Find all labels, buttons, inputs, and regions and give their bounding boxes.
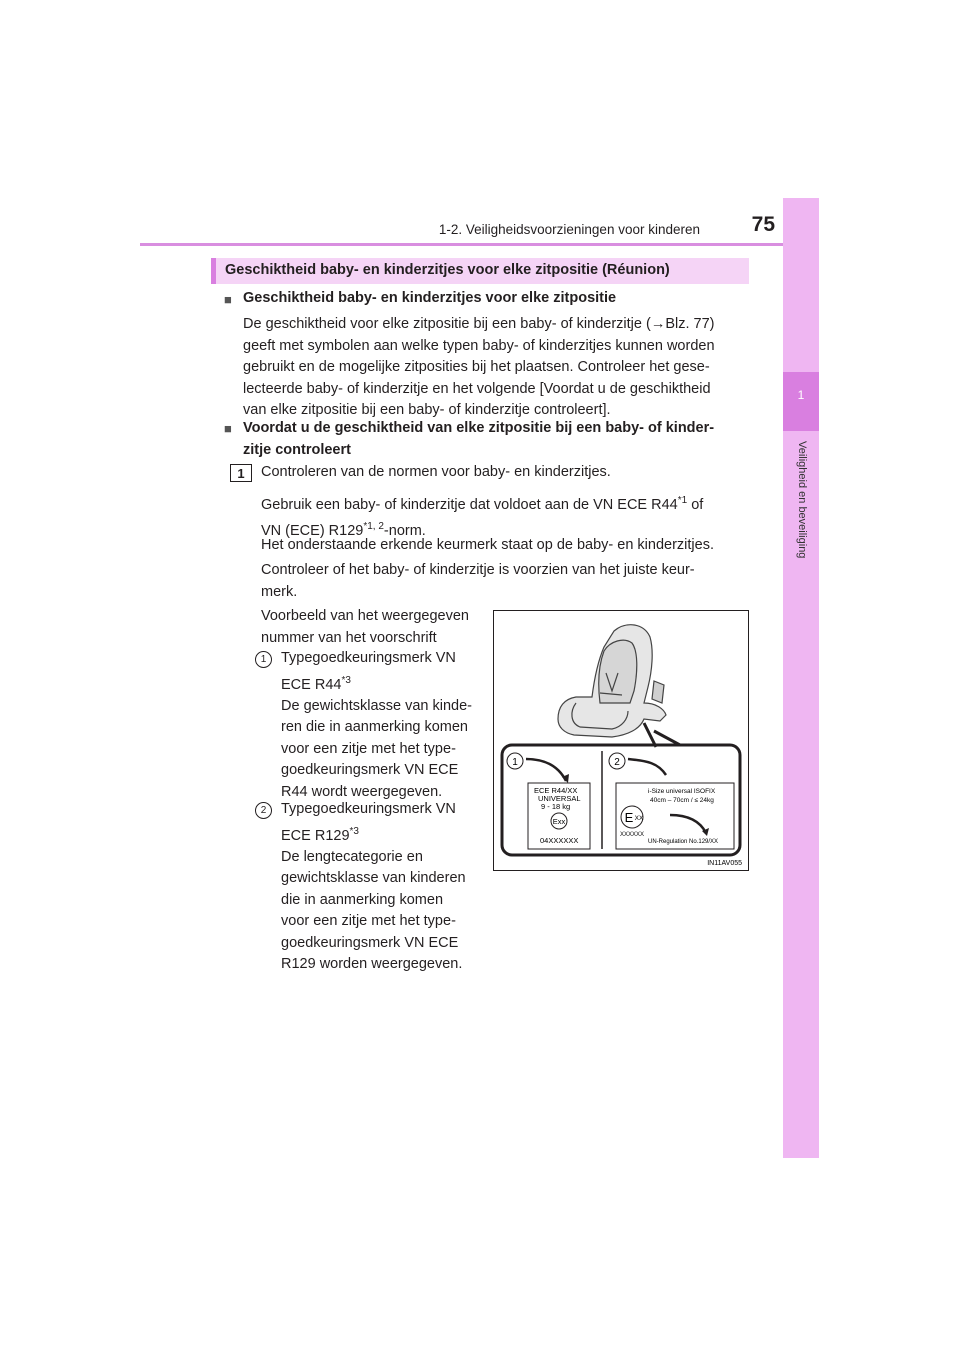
para-line <box>261 490 744 516</box>
example-line: nummer van het voorschrift <box>261 629 437 646</box>
para-text: -norm. <box>383 523 426 540</box>
item-desc-line: goedkeuringsmerk VN ECE <box>281 934 459 951</box>
item-desc-line: voor een zitje met het type- <box>281 740 456 757</box>
chapter-label-text: Veiligheid en beveiliging <box>796 441 808 559</box>
footnote-ref: *1, 2 <box>363 521 384 533</box>
para-line: Controleer of het baby- of kinderzitje is voorzien van het juiste keur- <box>261 562 695 578</box>
r129-line1: i-Size universal ISOFIX <box>648 788 716 795</box>
item-2-text <box>281 799 466 976</box>
block2-title <box>243 418 743 461</box>
block1-line: gebruikt en de mogelijke zitposities bij het plaatsen. Controleer het gese- <box>243 359 710 375</box>
section-heading-text: Geschiktheid baby- en kinderzitjes voor elke zitpositie (Réunion) <box>225 262 670 278</box>
item-desc-line: De lengtecategorie en <box>281 848 423 865</box>
r44-number: 04XXXXXX <box>540 836 579 845</box>
r129-regulation: UN-Regulation No.129/XX <box>648 839 719 845</box>
r44-line2: UNIVERSAL <box>538 794 581 803</box>
section-heading <box>211 258 749 284</box>
item-desc-line: gewichtsklasse van kinderen <box>281 870 466 887</box>
step-text: Controleren van de normen voor baby- en kinderzitjes. <box>261 464 611 480</box>
para-text: Gebruik een baby- of kinderzitje dat voldoet aan de VN ECE R44 <box>261 496 678 513</box>
item-desc-line: R44 wordt weergegeven. <box>281 783 443 800</box>
header-rule <box>140 243 819 246</box>
example-caption <box>261 606 469 649</box>
item-desc-line: goedkeuringsmerk VN ECE <box>281 762 459 779</box>
footnote-ref: *1 <box>677 495 688 506</box>
item-title-text: ECE R44 <box>281 676 342 693</box>
block2-title-line: zitje controleert <box>243 441 351 458</box>
r129-emark-xx: XX <box>634 815 644 822</box>
bullet-square-icon: ■ <box>224 421 232 436</box>
block2-title-line: Voordat u de geschiktheid van elke zitpositie bij een baby- of kinder- <box>243 420 715 436</box>
example-line: Voorbeeld van het weergegeven <box>261 608 469 624</box>
para-text: VN (ECE) R129 <box>261 523 364 540</box>
footnote-ref: *3 <box>341 674 351 686</box>
r129-emark-e: E <box>624 810 634 825</box>
item-desc-line: die in aanmerking komen <box>281 891 444 908</box>
bullet-square-icon: ■ <box>224 292 232 307</box>
figure-code: IN11AV055 <box>707 860 742 867</box>
item-title: Typegoedkeuringsmerk VN <box>281 650 456 666</box>
item-desc-line: ren die in aanmerking komen <box>281 719 468 736</box>
para-line: merk. <box>261 583 298 600</box>
child-seat-figure <box>493 610 749 871</box>
r129-line2: 40cm – 70cm / ≤ 24kg <box>650 797 714 804</box>
step-number-box: 1 <box>230 464 252 482</box>
child-seat-illustration <box>494 611 748 870</box>
block1-line: geeft met symbolen aan welke typen baby- of kinderzitjes kunnen worden <box>243 337 715 354</box>
footnote-ref: *3 <box>349 825 359 837</box>
item-desc-line: De gewichtsklasse van kinde- <box>281 697 473 714</box>
block1-line: De geschiktheid voor elke zitpositie bij een baby- of kinderzitje (→Blz. 77) <box>243 316 715 332</box>
page-number: 75 <box>751 213 775 236</box>
label-2-number: 2 <box>614 757 620 768</box>
child-seat-icon <box>558 625 666 737</box>
block1-title: Geschiktheid baby- en kinderzitjes voor elke zitpositie <box>243 290 617 306</box>
item-title-text: ECE R129 <box>281 827 350 844</box>
item-title <box>281 821 466 847</box>
label-1-number: 1 <box>512 757 518 768</box>
r129-number: XXXXXX <box>620 832 645 838</box>
block1-line: van elke zitpositie bij een baby- of kinderzitje controleert]. <box>243 402 611 418</box>
block1-line: lecteerde baby- of kinderzitje en het volgende [Voordat u de geschiktheid <box>243 380 711 397</box>
r44-emark: Exx <box>552 817 566 826</box>
running-header-title: 1-2. Veiligheidsvoorzieningen voor kinderen <box>438 222 700 237</box>
block1-body <box>243 314 743 422</box>
approved-mark-paragraph: Het onderstaande erkende keurmerk staat op de baby- en kinderzitjes. <box>261 537 714 553</box>
item-number-circle: 1 <box>255 651 272 668</box>
chapter-number: 1 <box>797 388 805 402</box>
item-desc-line: voor een zitje met het type- <box>281 913 456 930</box>
item-desc-line: R129 worden weergegeven. <box>281 956 463 973</box>
para-text: of <box>687 496 704 513</box>
item-number-circle: 2 <box>255 802 272 819</box>
chapter-side-tab <box>783 198 819 1158</box>
r44-line1: ECE R44/XX <box>534 786 578 795</box>
check-mark-paragraph <box>261 560 744 603</box>
r44-line3: 9 - 18 kg <box>541 802 571 811</box>
item-title: Typegoedkeuringsmerk VN <box>281 801 456 817</box>
item-1-text <box>281 648 472 803</box>
item-title <box>281 670 472 696</box>
